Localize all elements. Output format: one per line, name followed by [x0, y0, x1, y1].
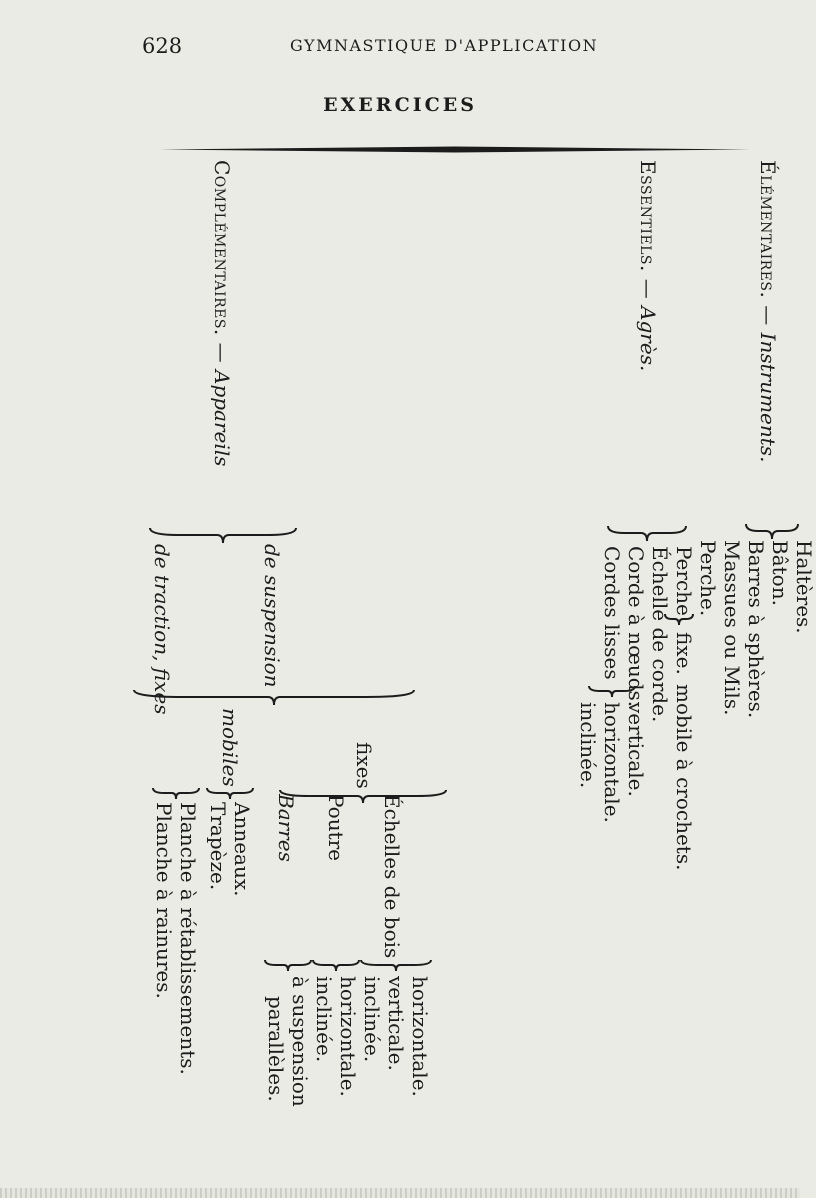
section-elementaires	[756, 160, 780, 462]
perche-mobile: mobile à crochets.	[672, 684, 696, 871]
poutre-horizontale: horizontale.	[336, 976, 360, 1097]
suspension-label: de suspension	[260, 544, 284, 688]
brace-complementaires	[148, 528, 298, 544]
item-echelle-de-corde: Échelle de corde.	[648, 546, 672, 723]
running-title: GYMNASTIQUE D'APPLICATION	[290, 36, 599, 55]
mobiles-label: mobiles	[218, 708, 242, 787]
category-agres: Agrès.	[636, 306, 660, 372]
brace-barres	[264, 960, 312, 972]
brace-mobiles	[206, 788, 254, 800]
brace-fixes	[278, 790, 448, 804]
brace-elementaires	[744, 524, 800, 540]
item-corde-a-noeuds: Corde à nœuds.	[624, 546, 648, 708]
barres-paralleles: parallèles.	[264, 996, 288, 1102]
item-massues: Massues ou Mils.	[720, 540, 744, 716]
category-instruments: Instruments.	[756, 332, 780, 463]
echelle-verticale: verticale.	[384, 976, 408, 1071]
poutre-inclinee: inclinée.	[312, 976, 336, 1063]
page-number: 628	[142, 34, 183, 58]
echelles-label: Échelles de bois	[380, 794, 404, 959]
section-complementaires	[210, 160, 234, 466]
section-label-elementaires: Élémentaires. —	[756, 160, 780, 333]
table-title: EXERCICES	[323, 94, 477, 116]
item-baton: Bâton.	[768, 540, 792, 606]
item-perche: Perche.	[696, 540, 720, 617]
item-barres-a-spheres: Barres à sphères.	[744, 540, 768, 719]
brace-poutre	[312, 960, 360, 972]
corde-inclinee: inclinée.	[576, 702, 600, 789]
brace-cordes-lisses	[588, 686, 636, 698]
cordes-lisses-label: Cordes lisses	[600, 546, 624, 680]
corde-horizontale: horizontale.	[600, 702, 624, 823]
brace-echelles	[360, 960, 432, 972]
barres-label: Barres	[274, 794, 298, 862]
item-halteres: Haltères.	[792, 540, 816, 634]
planche-retablissements: Planche à rétablissements.	[176, 802, 200, 1075]
echelle-inclinee: inclinée.	[360, 976, 384, 1063]
planche-rainures: Planche à rainures.	[152, 802, 176, 999]
barres-a-suspension: à suspension	[288, 976, 312, 1107]
echelle-horizontale: horizontale.	[408, 976, 432, 1097]
category-appareils: Appareils	[210, 370, 234, 467]
traction-label: de traction, fixes	[150, 544, 174, 715]
item-trapeze: Trapèze.	[206, 802, 230, 891]
corde-verticale: verticale.	[624, 702, 648, 797]
poutre-label: Poutre	[324, 794, 348, 862]
section-label-essentiels: Essentiels. —	[636, 160, 660, 307]
scan-edge	[0, 1188, 800, 1198]
section-essentiels	[636, 160, 660, 371]
classification-table	[128, 160, 816, 1180]
perche-label: Perche	[672, 546, 696, 616]
brace-suspension	[132, 690, 416, 706]
section-label-complementaires: Complémentaires. —	[210, 160, 234, 370]
title-ornamental-rule	[160, 146, 750, 153]
brace-essentiels	[606, 526, 688, 542]
perche-fixe: fixe.	[672, 632, 696, 675]
brace-traction	[152, 788, 200, 800]
page-header	[0, 30, 800, 70]
item-anneaux: Anneaux.	[230, 802, 254, 897]
fixes-label: fixes	[352, 742, 376, 789]
